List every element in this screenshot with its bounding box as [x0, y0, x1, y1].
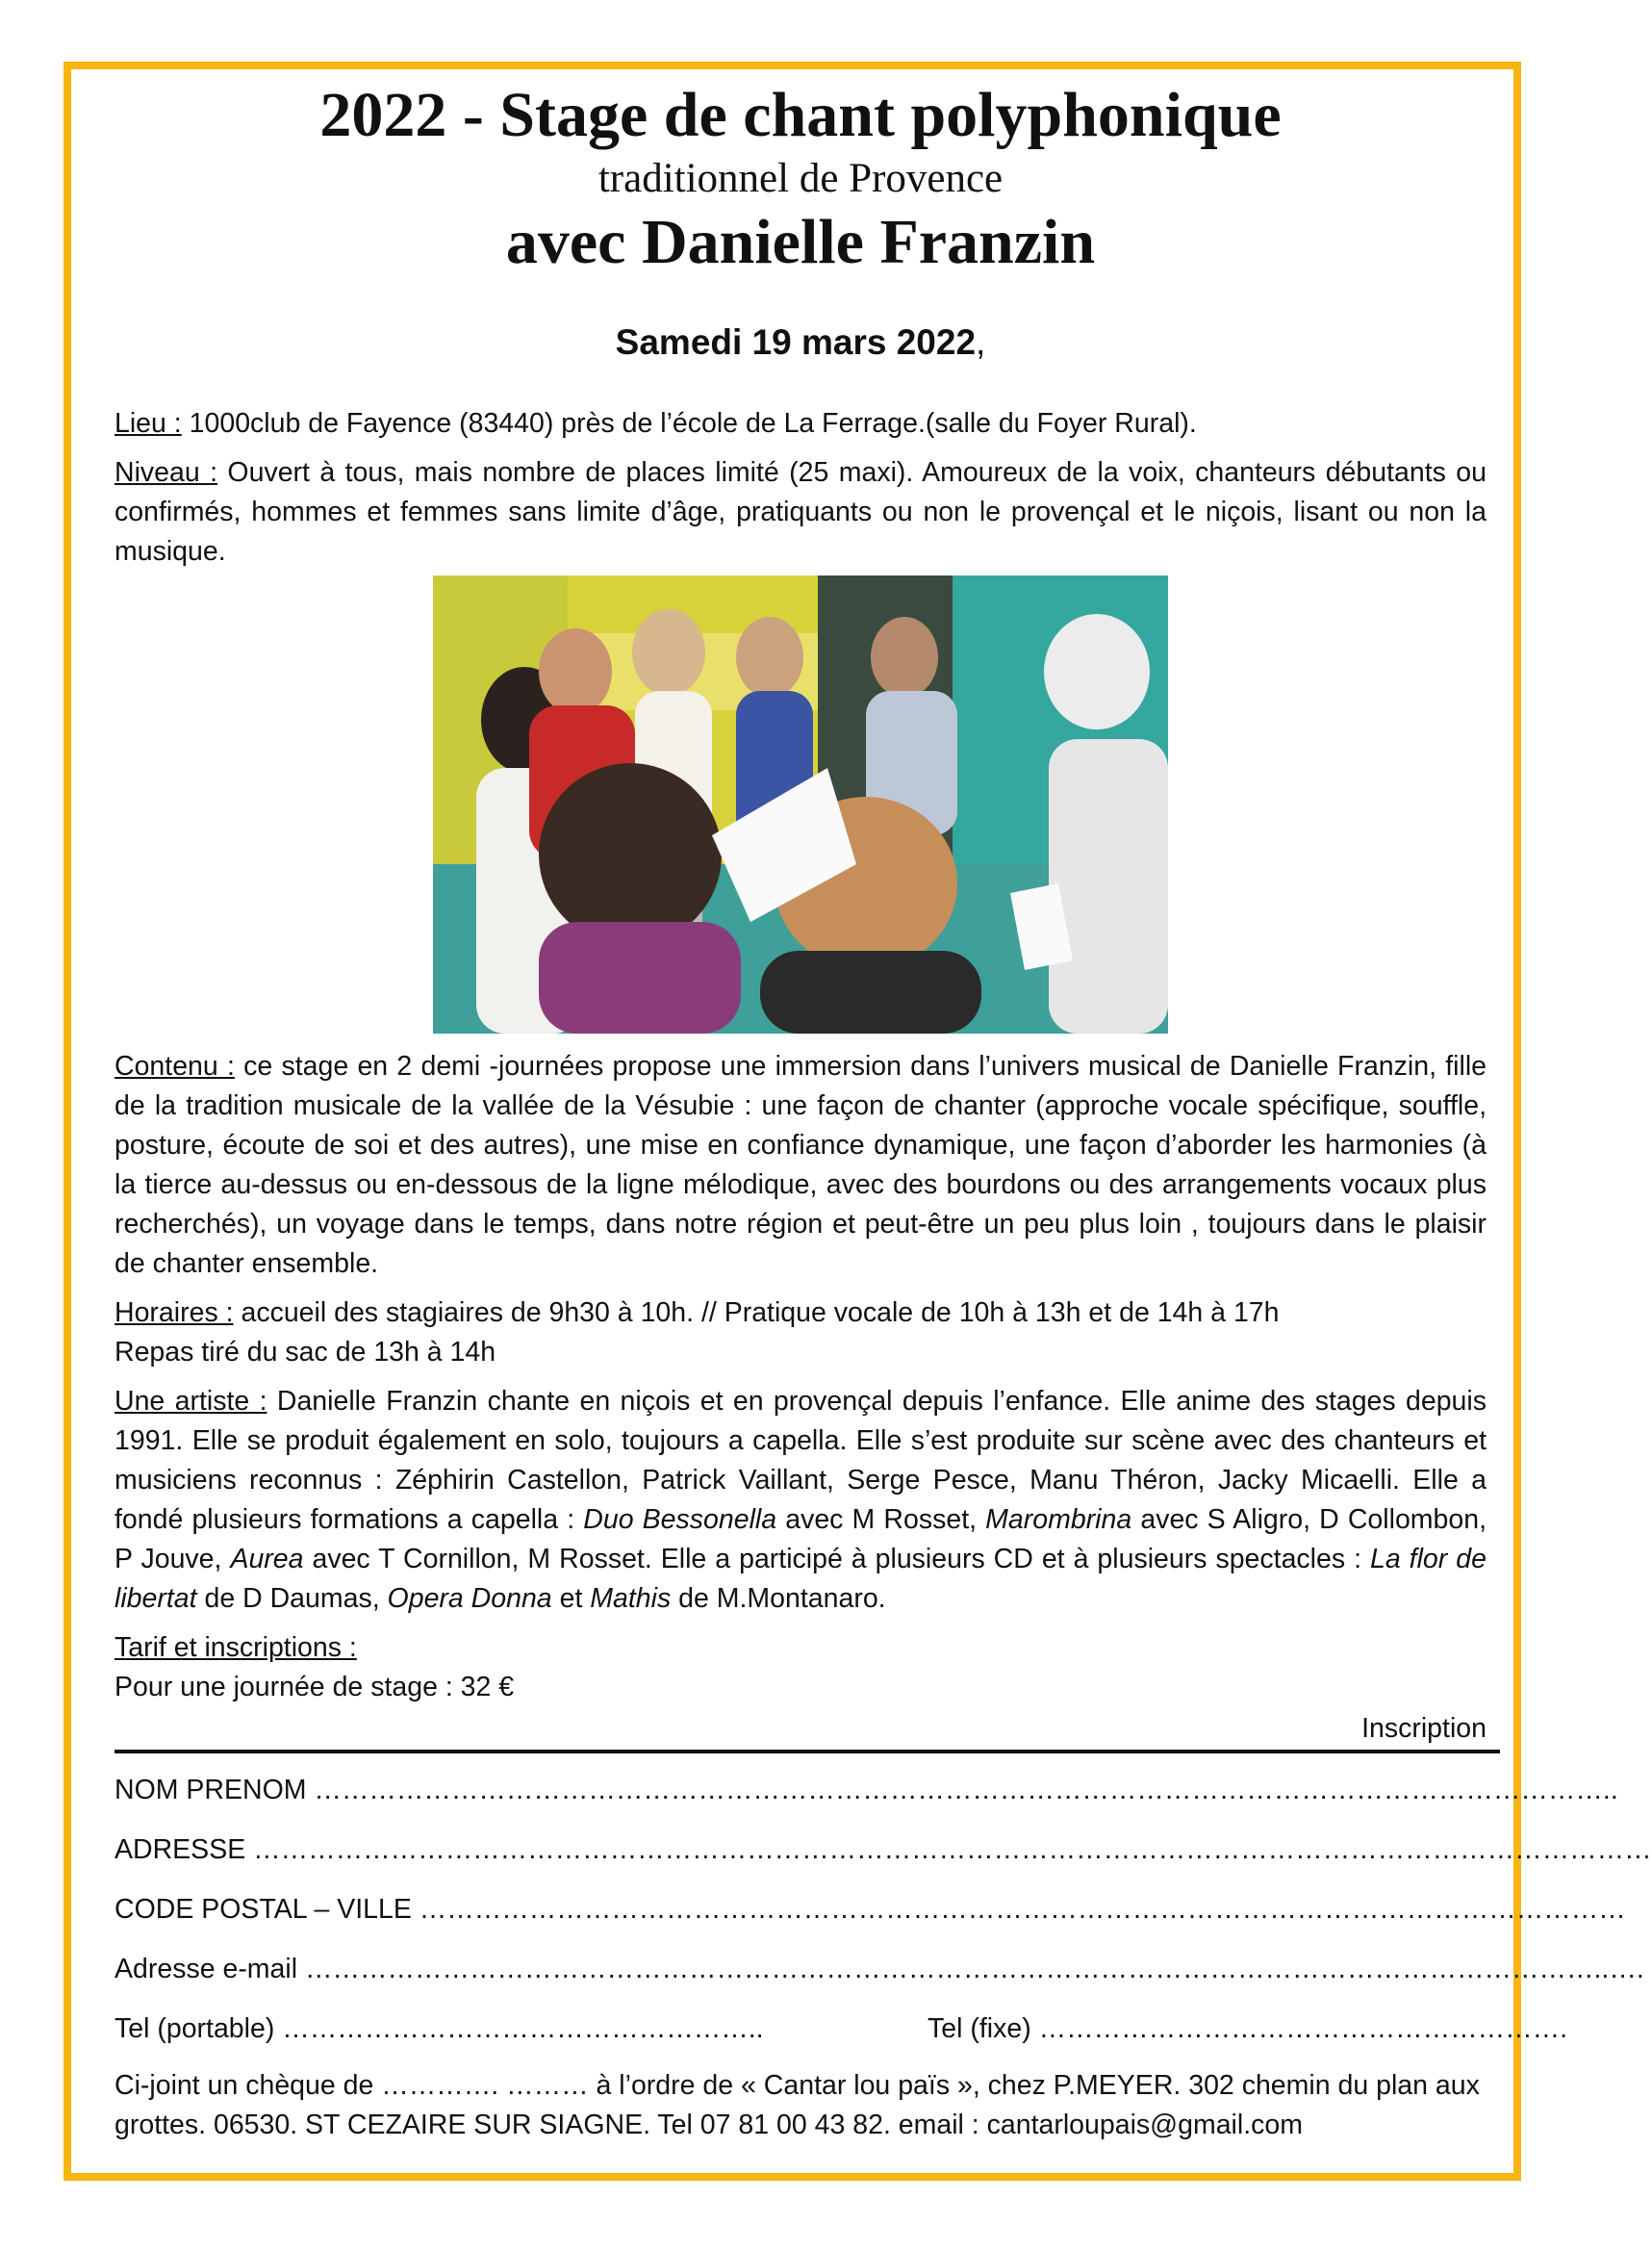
event-date-text: Samedi 19 mars 2022: [615, 322, 977, 362]
registration-form: [114, 1771, 1652, 2049]
artiste-text-2: avec M Rosset,: [776, 1504, 986, 1535]
inscription-heading: Inscription: [1361, 1713, 1487, 1744]
form-tel-row: [114, 2009, 1568, 2049]
lieu-label: Lieu :: [114, 408, 182, 439]
contenu-text: ce stage en 2 demi -journées propose une immersion dans l’univers musical de Danielle Franzin, fille de la tradition musicale de la vallée de la Vésubie : une façon de chanter (approche vocale spécifique, souffle, posture, écoute de soi et des autres), une mise en confiance dynamique, une façon d’aborder les harmonies (à la tierce au-dessus ou en-dessous de la ligne mélodique, avec des bourdons ou des arrangements vocaux plus recherchés), un voyage dans le temps, dans notre région et peut-être un peu plus loin , toujours dans le plaisir de chanter ensemble.: [114, 1051, 1487, 1279]
section-tarif: [114, 1628, 1487, 1707]
section-artiste: [114, 1382, 1487, 1619]
artiste-text-3: avec S Aligro, D Collombon, P Jouve,: [114, 1504, 1487, 1574]
payment-instructions: Ci-joint un chèque de …………. ……… à l’ordre de « Cantar lou païs », chez P.MEYER. 302 chemin du plan aux grottes. 06530. ST CEZAIRE SUR SIAGNE. Tel 07 81 00 43 82. email : cantarloupais@gmail.com: [114, 2070, 1480, 2140]
artiste-text-7: de M.Montanaro.: [671, 1583, 886, 1614]
event-date: [114, 321, 1487, 364]
section-niveau: [114, 453, 1487, 572]
section-lieu: [114, 404, 1487, 444]
artiste-label: Une artiste :: [114, 1386, 267, 1417]
tarif-text: Pour une journée de stage : 32 €: [114, 1672, 515, 1702]
form-tel-portable-field[interactable]: Tel (portable) ……………………………………………..: [114, 2013, 764, 2044]
artiste-italic-3: Aurea: [230, 1544, 304, 1574]
document-body: [114, 75, 1652, 2173]
contenu-label: Contenu :: [114, 1051, 235, 1082]
artiste-text-4: avec T Cornillon, M Rosset. Elle a participé à plusieurs CD et à plusieurs spectacles :: [303, 1544, 1370, 1574]
form-cp-ville-field[interactable]: CODE POSTAL – VILLE ……………………………………………………………………………………………………………………: [114, 1894, 1626, 1925]
form-email-field[interactable]: Adresse e-mail ……………………………………………………………………………………………………………………………..….: [114, 1954, 1644, 1984]
tarif-label: Tarif et inscriptions :: [114, 1632, 357, 1663]
photo-illustration-icon: [433, 576, 1168, 1034]
group-singing-photo: [433, 576, 1168, 1034]
artiste-text-6: et: [551, 1583, 591, 1614]
artiste-italic-4: La flor de libertat: [114, 1544, 1487, 1614]
artiste-text-5: de D Daumas,: [196, 1583, 388, 1614]
artiste-text-1: Danielle Franzin chante en niçois et en provençal depuis l’enfance. Elle anime des stages depuis 1991. Elle se produit également en solo, toujours a capella. Elle s’est produite sur scène avec des chanteurs et musiciens reconnus : Zéphirin Castellon, Patrick Vaillant, Serge Pesce, Manu Théron, Jacky Micaelli. Elle a fondé plusieurs formations a capella :: [114, 1386, 1487, 1535]
artiste-italic-5: Opera Donna: [387, 1583, 552, 1614]
niveau-text: Ouvert à tous, mais nombre de places limité (25 maxi). Amoureux de la voix, chanteurs débutants ou confirmés, hommes et femmes sans limite d’âge, pratiquants ou non le provençal et le niçois, lisant ou non la musique.: [114, 457, 1487, 567]
event-date-punct: ,: [976, 322, 986, 362]
artiste-italic-2: Marombrina: [985, 1504, 1132, 1535]
horaires-line1: accueil des stagiaires de 9h30 à 10h. // Pratique vocale de 10h à 13h et de 14h à 17h: [233, 1297, 1280, 1328]
form-adresse-field[interactable]: ADRESSE ………………………………………………………………………………………………………………………………………: [114, 1834, 1652, 1865]
teacher-name: avec Danielle Franzin: [505, 207, 1096, 277]
niveau-label: Niveau :: [114, 457, 218, 488]
horaires-line2: Repas tiré du sac de 13h à 14h: [114, 1337, 496, 1368]
lieu-text: 1000club de Fayence (83440) près de l’école de La Ferrage.(salle du Foyer Rural).: [181, 408, 1197, 439]
horaires-label: Horaires :: [114, 1297, 234, 1328]
page-subtitle: traditionnel de Provence: [597, 156, 1004, 201]
artiste-italic-1: Duo Bessonella: [583, 1504, 777, 1535]
artiste-italic-6: Mathis: [590, 1583, 672, 1614]
page-title: 2022 - Stage de chant polyphonique: [319, 80, 1282, 150]
form-tel-fixe-field[interactable]: Tel (fixe) ………………………………………………….: [928, 2013, 1568, 2044]
form-divider: [114, 1750, 1500, 1753]
section-contenu: [114, 1047, 1487, 1284]
form-nom-field[interactable]: NOM PRENOM ……………………………………………………………………………………………………………………………..: [114, 1775, 1618, 1805]
section-horaires: [114, 1293, 1487, 1372]
